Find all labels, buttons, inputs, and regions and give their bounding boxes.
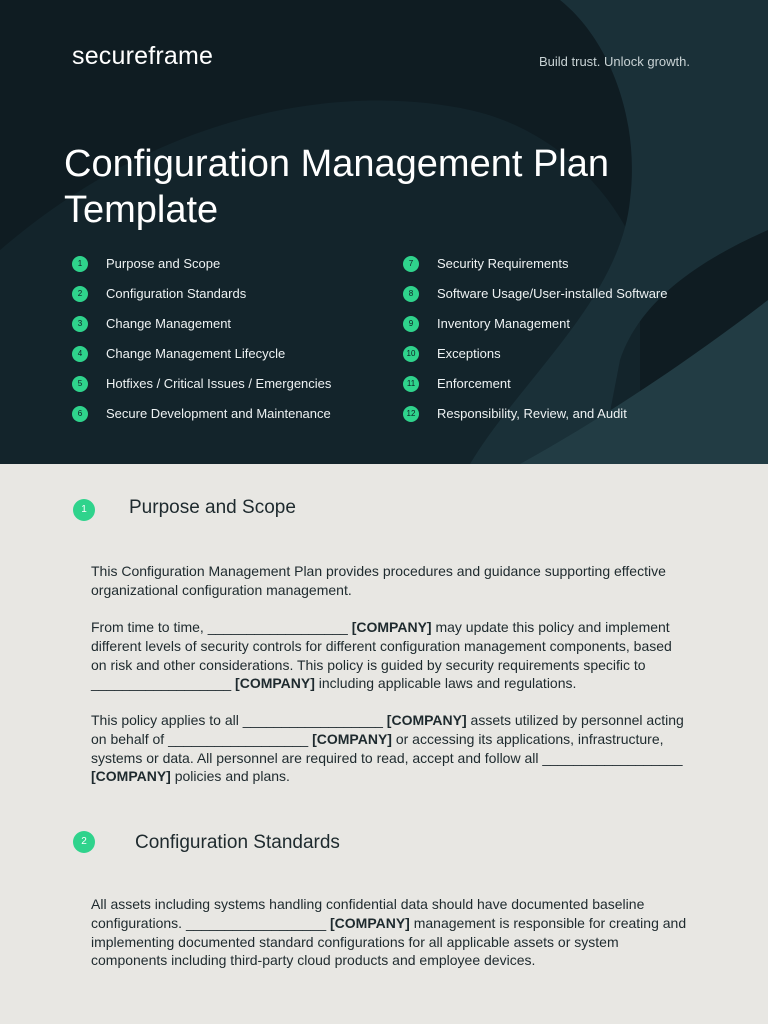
toc-label: Enforcement <box>437 376 511 391</box>
tagline: Build trust. Unlock growth. <box>538 54 690 69</box>
paragraph <box>91 895 691 970</box>
section-number-badge: 1 <box>73 499 95 521</box>
company-placeholder: [COMPANY] <box>326 914 410 931</box>
blank-field: __________________ <box>542 749 683 766</box>
text-run: assets utilized by personnel acting on behalf of <box>91 712 684 747</box>
logo: secureframe <box>72 42 214 70</box>
blank-field: __________________ <box>185 914 327 931</box>
toc-label: Responsibility, Review, and Audit <box>437 406 627 421</box>
blank-field: __________________ <box>242 712 383 728</box>
section-title: Configuration Standards <box>135 832 340 853</box>
paragraph: This Configuration Management Plan provides procedures and guidance supporting effective organizational configuration management. <box>91 563 666 598</box>
text-run: including applicable laws and regulations. <box>314 675 577 692</box>
toc-number-badge: 2 <box>72 286 88 302</box>
toc-number-badge: 11 <box>403 376 419 392</box>
toc-label: Inventory Management <box>437 316 570 331</box>
toc-label: Security Requirements <box>437 256 569 271</box>
blank-field: __________________ <box>207 619 348 635</box>
toc-label: Configuration Standards <box>106 286 247 301</box>
toc-number-badge: 6 <box>72 406 88 422</box>
toc-label: Hotfixes / Critical Issues / Emergencies <box>106 376 332 391</box>
toc-label: Purpose and Scope <box>106 256 221 271</box>
text-run: management is responsible for creating and implementing documented standard configurations for all applicable assets or system components including third-party cloud products and employee devices. <box>91 914 687 969</box>
toc-number-badge: 3 <box>72 316 88 332</box>
page-title: Configuration Management Plan Template <box>64 143 610 231</box>
toc-label: Software Usage/User-installed Software <box>437 286 668 301</box>
header-banner <box>0 0 768 464</box>
text-run: or accessing its applications, infrastructure, systems or data. All personnel are required to read, accept and follow all <box>91 730 664 766</box>
text-run: All assets including systems handling confidential data should have documented baseline configurations. <box>91 896 645 931</box>
toc-label: Secure Development and Maintenance <box>106 406 331 421</box>
text-run: may update this policy and implement different levels of security controls for different configuration management components, based on risk and other considerations. This policy is guided by security requirements specific to <box>91 619 672 673</box>
toc-number-badge: 8 <box>403 286 419 302</box>
paragraph <box>91 711 691 786</box>
toc-number-badge: 7 <box>403 256 419 272</box>
text-run: From time to time, <box>91 619 208 635</box>
toc-number-badge: 5 <box>72 376 88 392</box>
company-placeholder: [COMPANY] <box>308 730 392 747</box>
toc-number-badge: 9 <box>403 316 419 332</box>
toc-label: Change Management <box>106 316 232 331</box>
paragraph <box>91 618 691 693</box>
company-placeholder: [COMPANY] <box>91 768 171 785</box>
text-run: This policy applies to all <box>91 712 243 728</box>
toc-number-badge: 12 <box>403 406 419 422</box>
toc-number-badge: 4 <box>72 346 88 362</box>
company-placeholder: [COMPANY] <box>231 675 315 692</box>
toc-label: Change Management Lifecycle <box>106 346 286 361</box>
company-placeholder: [COMPANY] <box>382 712 467 728</box>
company-placeholder: [COMPANY] <box>347 619 432 635</box>
section-number-badge: 2 <box>73 831 95 853</box>
blank-field: __________________ <box>168 730 309 747</box>
text-run: policies and plans. <box>170 768 290 785</box>
toc-number-badge: 1 <box>72 256 88 272</box>
toc-label: Exceptions <box>437 346 501 361</box>
blank-field: __________________ <box>91 675 232 692</box>
toc-number-badge: 10 <box>403 346 419 362</box>
section-title: Purpose and Scope <box>129 497 296 518</box>
